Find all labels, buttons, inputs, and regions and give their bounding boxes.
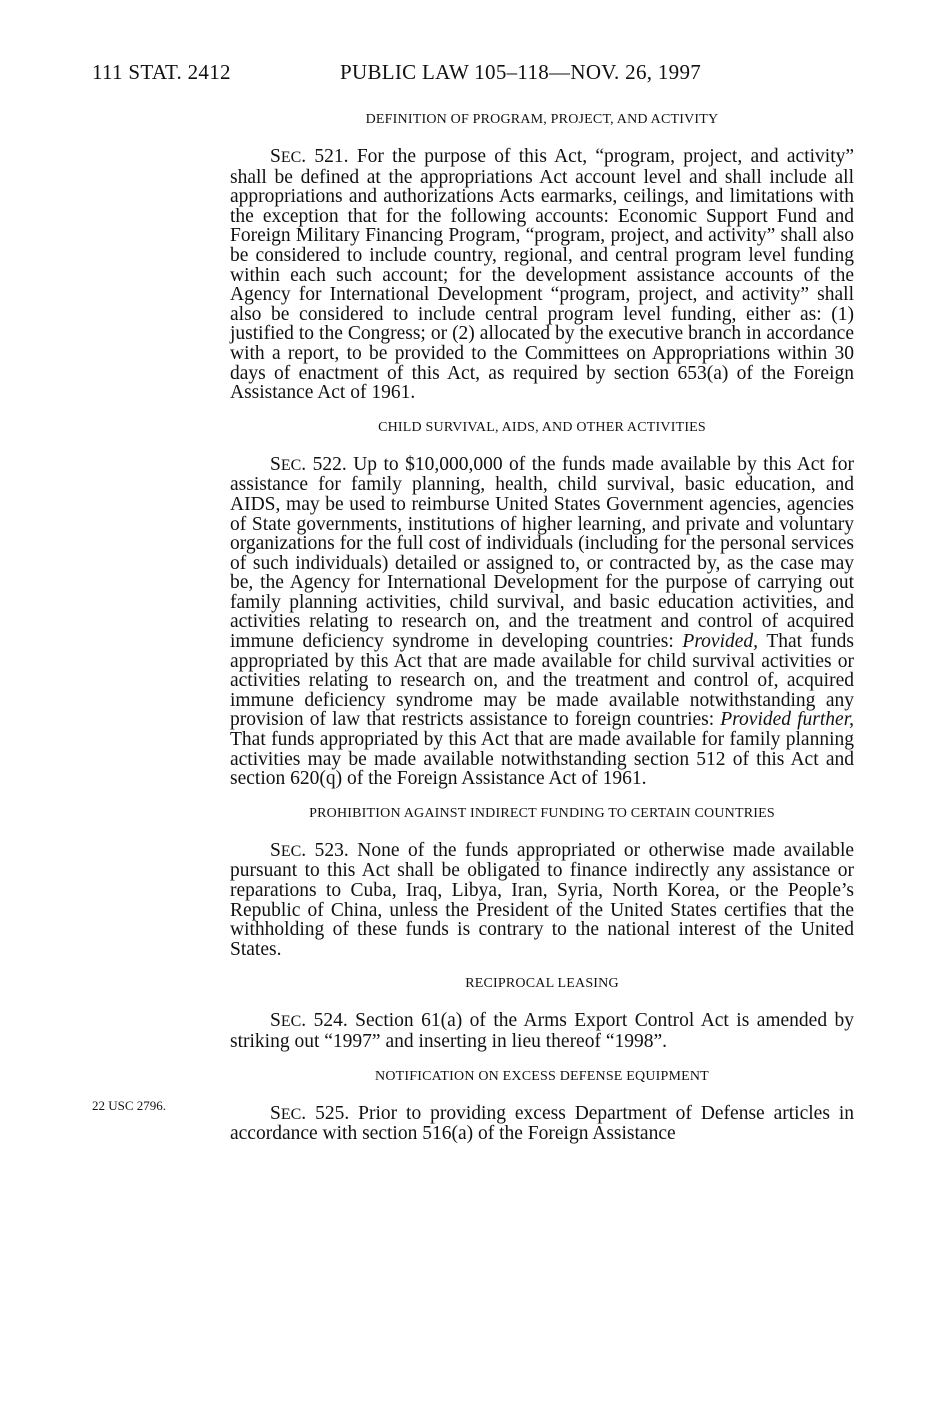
statute-page-number: 111 STAT. 2412 <box>92 60 231 84</box>
section-521-paragraph: SEC. 521. For the purpose of this Act, “program, project, and activity” shall be defined at the appropriations Act account level and shall include all appropriations and authorizations Acts earmarks, ceilings, and limitations with the exception that for the following accounts: Economic Support Fund and Foreign Military Financing Program, “program, project, and activity” shall also be considered to include country, regional, and central program level funding within each such account; for the development assistance accounts of the Agency for International Development “program, project, and activity” shall also be considered to include central program level funding, either as: (1) justified to the Congress; or (2) allocated by the executive branch in accordance with a report, to be provided to the Committees on Appropriations within 30 days of enactment of this Act, as required by section 653(a) of the Foreign Assistance Act of 1961. <box>230 146 855 404</box>
section-heading: CHILD SURVIVAL, AIDS, AND OTHER ACTIVITIES <box>378 419 706 435</box>
section-heading: NOTIFICATION ON EXCESS DEFENSE EQUIPMENT <box>375 1068 709 1084</box>
document-body <box>230 112 854 1161</box>
proviso: Provided, <box>682 631 759 653</box>
section-text: That funds appropriated by this Act that are made available for child survival activities or activities relating to research on, and the treatment and control of, acquired immune deficiency syndrome may be made available notwithstanding any provision of law that restricts assistance to foreign countries: <box>230 631 854 731</box>
section-text: Section 61(a) of the Arms Export Control Act is amended by striking out “1997” and inserting in lieu thereof “1998”. <box>230 1010 855 1052</box>
section-heading: RECIPROCAL LEASING <box>465 976 619 992</box>
section-524-paragraph: SEC. 524. Section 61(a) of the Arms Export Control Act is amended by striking out “1997” and inserting in lieu thereof “1998”. <box>230 1010 855 1052</box>
section-525-paragraph: SEC. 525. Prior to providing excess Department of Defense articles in accordance with section 516(a) of the Foreign Assistance <box>230 1102 855 1145</box>
section-heading: PROHIBITION AGAINST INDIRECT FUNDING TO CERTAIN COUNTRIES <box>309 805 775 821</box>
section-text: For the purpose of this Act, “program, project, and activity” shall be defined at the appropriations Act account level and shall include all appropriations and authorizations Acts earmarks, ceilings, and limitations with the exception that for the following accounts: Economic Support Fund and Foreign Military Financing Program, “program, project, and activity” shall also be considered to include country, regional, and central program level funding within each such account; for the development assistance accounts of the Agency for International Development “program, project, and activity” shall also be considered to include central program level funding, either as: (1) justified to the Congress; or (2) allocated by the executive branch in accordance with a report, to be provided to the Committees on Appropriations within 30 days of enactment of this Act, as required by section 653(a) of the Foreign Assistance Act of 1961. <box>230 146 855 404</box>
section-label: SEC <box>270 839 302 861</box>
section-label: SEC <box>270 146 302 167</box>
section-heading: DEFINITION OF PROGRAM, PROJECT, AND ACTIVITY <box>365 112 719 127</box>
section-label: SEC <box>270 453 302 475</box>
margin-citation: 22 USC 2796. <box>92 1098 167 1113</box>
section-text: Prior to providing excess Department of Defense articles in accordance with section 516(a) of the Foreign Assistance <box>230 1102 855 1145</box>
section-522-paragraph: SEC. 522. Up to $10,000,000 of the funds made available by this Act for assistance for family planning, health, child survival, basic education, and AIDS, may be used to reimburse United States Government agencies, agencies of State governments, institutions of higher learning, and private and voluntary organizations for the full cost of individuals (including for the personal services of such individuals) detailed or assigned to, or contracted by, as the case may be, the Agency for International Development for the purpose of carrying out family planning activities, child survival, and basic education activities, and activities relating to research on, and the treatment and control of acquired immune deficiency syndrome in developing countries: Provided, That funds appropriated by this Act that are made available for child survival activities or activities relating to research on, and the treatment and control of, acquired immune deficiency syndrome may be made available notwithstanding any provision of law that restricts assistance to foreign countries: Provided further, That funds appropriated by this Act that are made available for family planning activities may be made available notwithstanding section 512 of this Act and section 620(q) of the Foreign Assistance Act of 1961. <box>230 453 855 790</box>
page-header <box>92 60 852 90</box>
section-label: SEC <box>270 1102 302 1124</box>
section-label: SEC <box>270 1010 302 1032</box>
proviso: Provided further, <box>720 709 854 731</box>
section-text: Up to $10,000,000 of the funds made available by this Act for assistance for family planning, health, child survival, basic education, and AIDS, may be used to reimburse United States Government agencies, agencies of State governments, institutions of higher learning, and private and voluntary organizations for the full cost of individuals (including for the personal services of such individuals) detailed or assigned to, or contracted by, as the case may be, the Agency for International Development for the purpose of carrying out family planning activities, child survival, and basic education activities, and activities relating to research on, and the treatment and control of acquired immune deficiency syndrome in developing countries: <box>230 453 855 653</box>
section-text: That funds appropriated by this Act that are made available for family planning activities may be made available notwithstanding section 512 of this Act and section 620(q) of the Foreign Assistance Act of 1961. <box>230 729 854 790</box>
section-text: None of the funds appropriated or otherwise made available pursuant to this Act shall be obligated to finance indirectly any assistance or reparations to Cuba, Iraq, Libya, Iran, Syria, North Korea, or the People’s Republic of China, unless the President of the United States certifies that the withholding of these funds is contrary to the national interest of the United States. <box>230 839 855 960</box>
section-523-paragraph: SEC. 523. None of the funds appropriated or otherwise made available pursuant to this Act shall be obligated to finance indirectly any assistance or reparations to Cuba, Iraq, Libya, Iran, Syria, North Korea, or the People’s Republic of China, unless the President of the United States certifies that the withholding of these funds is contrary to the national interest of the United States. <box>230 839 855 960</box>
public-law-citation: PUBLIC LAW 105–118—NOV. 26, 1997 <box>340 60 702 84</box>
